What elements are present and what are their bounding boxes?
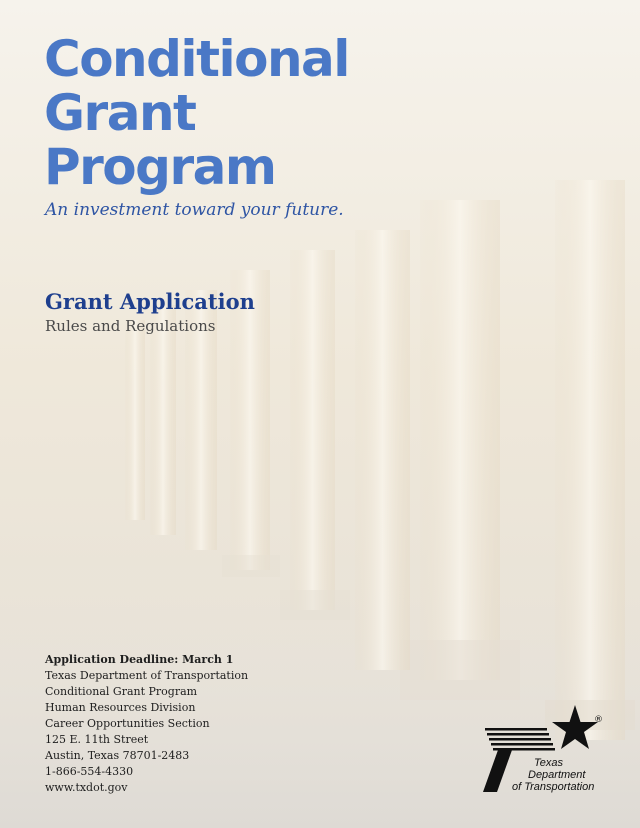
logo-line-transportation: of Transportation bbox=[512, 781, 595, 793]
tagline: An investment toward your future. bbox=[45, 200, 344, 220]
title-line: Conditional bbox=[44, 30, 349, 88]
registered-mark: ® bbox=[594, 715, 603, 725]
contact-line-city: Austin, Texas 78701-2483 bbox=[45, 749, 190, 762]
contact-line-program: Conditional Grant Program bbox=[45, 685, 198, 698]
contact-line-street: 125 E. 11th Street bbox=[45, 733, 149, 746]
title-line: Program bbox=[44, 138, 276, 196]
application-deadline: Application Deadline: March 1 bbox=[45, 653, 234, 666]
logo-line-department: Department bbox=[528, 769, 586, 781]
title-line: Grant bbox=[44, 84, 196, 142]
contact-line-organization: Texas Department of Transportation bbox=[45, 669, 249, 682]
logo-line-texas: Texas bbox=[534, 757, 563, 769]
contact-line-website: www.txdot.gov bbox=[45, 781, 128, 794]
contact-line-phone: 1-866-554-4330 bbox=[45, 765, 134, 778]
program-title bbox=[44, 32, 349, 194]
application-heading: Grant Application bbox=[45, 289, 255, 314]
contact-line-section: Career Opportunities Section bbox=[45, 717, 210, 730]
txdot-logo bbox=[478, 702, 638, 798]
contact-line-division: Human Resources Division bbox=[45, 701, 196, 714]
application-subheading: Rules and Regulations bbox=[45, 317, 216, 335]
contact-block bbox=[45, 652, 248, 796]
